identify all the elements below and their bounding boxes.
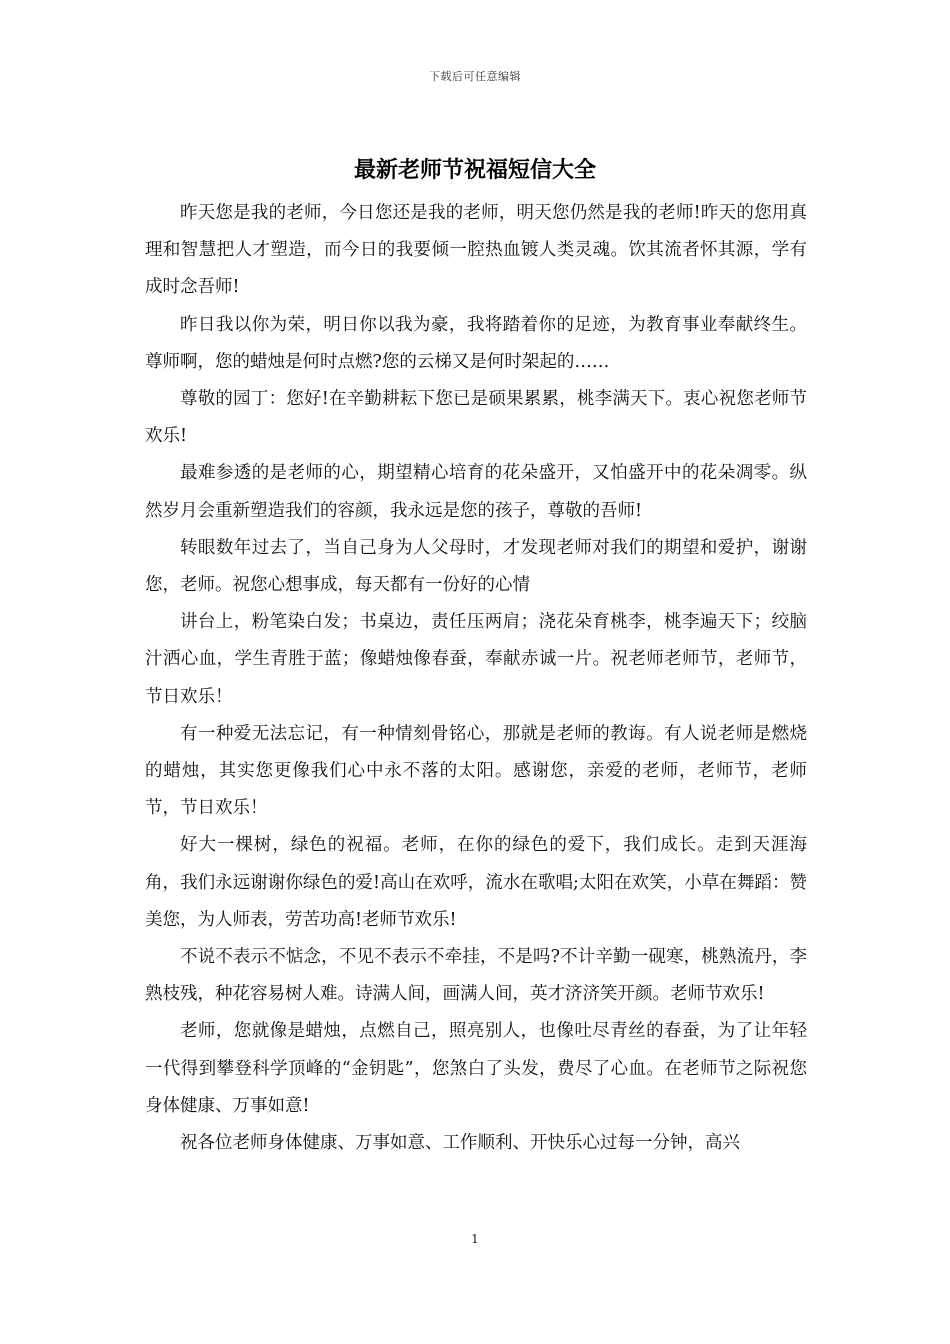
- header-note: 下载后可任意编辑: [429, 70, 521, 83]
- document-title: 最新老师节祝福短信大全: [353, 157, 596, 183]
- paragraph: 祝各位老师身体健康、万事如意、工作顺利、开快乐心过每一分钟，高兴: [180, 1133, 740, 1154]
- paragraph: 不说不表示不惦念，不见不表示不牵挂，不是吗?不计辛勤一砚寒，桃熟流丹，李熟枝残，种花容易树人难。诗满人间，画满人间，英才济济笑开颜。老师节欢乐!: [145, 947, 807, 1005]
- paragraph: 昨日我以你为荣，明日你以我为豪，我将踏着你的足迹，为教育事业奉献终生。尊师啊，您的蜡烛是何时点燃?您的云梯又是何时架起的……: [145, 314, 807, 372]
- paragraph: 有一种爱无法忘记，有一种情刻骨铭心，那就是老师的教诲。有人说老师是燃烧的蜡烛，其实您更像我们心中永不落的太阳。感谢您，亲爱的老师，老师节，老师节，节日欢乐！: [145, 723, 807, 819]
- paragraph: 好大一棵树，绿色的祝福。老师，在你的绿色的爱下，我们成长。走到天涯海角，我们永远谢谢你绿色的爱!高山在欢呼，流水在歌唱;太阳在欢笑，小草在舞蹈：赞美您，为人师表，劳苦功高!老师节欢乐!: [145, 835, 807, 930]
- paragraph: 转眼数年过去了，当自己身为人父母时，才发现老师对我们的期望和爱护，谢谢您，老师。祝您心想事成，每天都有一份好的心情: [145, 537, 807, 596]
- paragraph: 老师，您就像是蜡烛，点燃自己，照亮别人，也像吐尽青丝的春蚕，为了让年轻一代得到攀登科学顶峰的“金钥匙”，您煞白了头发，费尽了心血。在老师节之际祝您身体健康、万事如意!: [145, 1021, 807, 1116]
- paragraph: 尊敬的园丁：您好!在辛勤耕耘下您已是硕果累累，桃李满天下。衷心祝您老师节欢乐!: [145, 389, 807, 447]
- page-number: 1: [471, 1232, 479, 1246]
- paragraph: 昨天您是我的老师，今日您还是我的老师，明天您仍然是我的老师!昨天的您用真理和智慧把人才塑造，而今日的我要倾一腔热血镀人类灵魂。饮其流者怀其源，学有成时念吾师!: [145, 203, 807, 298]
- paragraph: 讲台上，粉笔染白发；书桌边，责任压两肩；浇花朵育桃李，桃李遍天下；绞脑汁洒心血，学生青胜于蓝；像蜡烛像春蚕，奉献赤诚一片。祝老师老师节，老师节，节日欢乐！: [145, 612, 807, 707]
- paragraph: 最难参透的是老师的心，期望精心培育的花朵盛开，又怕盛开中的花朵凋零。纵然岁月会重新塑造我们的容颜，我永远是您的孩子，尊敬的吾师!: [145, 463, 807, 521]
- document-body: [145, 195, 807, 1162]
